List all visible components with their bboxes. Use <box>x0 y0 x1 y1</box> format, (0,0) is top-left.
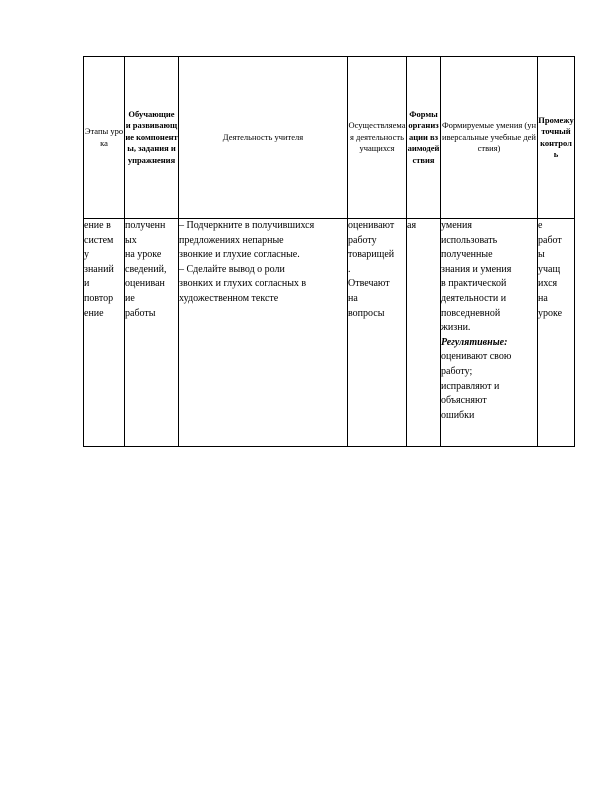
cell-control <box>538 219 575 447</box>
cell-line: жизни. <box>441 322 471 334</box>
cell-line: – Сделайте вывод о роли <box>179 263 285 275</box>
cell-line: ых <box>125 234 137 246</box>
cell-line: в практической <box>441 278 507 290</box>
cell-teacher-activity <box>179 219 348 447</box>
cell-line: звонких и глухих согласных в <box>179 278 307 290</box>
cell-stage <box>84 219 125 447</box>
cell-line: ение в <box>84 220 111 231</box>
cell-interaction-forms <box>407 219 441 447</box>
cell-line: предложениях непарные <box>179 234 284 246</box>
cell-line: ихся <box>538 278 558 290</box>
cell-line: ие <box>125 292 135 304</box>
header-stages: Этапы урока <box>84 57 125 219</box>
cell-line: знаний <box>84 263 114 275</box>
header-components: Обучающие и развивающие компоненты, задания и упражнения <box>125 57 179 219</box>
cell-line: ошибки <box>441 409 475 421</box>
header-teacher-activity: Деятельность учителя <box>179 57 348 219</box>
cell-line: и <box>84 278 90 290</box>
header-control: Промежуточный контроль <box>538 57 575 219</box>
cell-components <box>125 219 179 447</box>
cell-skills <box>441 219 538 447</box>
cell-line: Отвечают <box>348 278 390 290</box>
cell-line: товарищей <box>348 249 395 261</box>
cell-line: систем <box>84 234 114 246</box>
cell-line: на <box>538 292 548 304</box>
cell-line: оценивают <box>348 220 395 231</box>
cell-line: ы <box>538 249 545 261</box>
cell-line: на <box>348 292 358 304</box>
cell-line: объясняют <box>441 395 487 407</box>
cell-line: вопросы <box>348 307 385 319</box>
cell-line: повтор <box>84 292 114 304</box>
cell-line: исправляют и <box>441 380 500 392</box>
cell-line: художественном тексте <box>179 292 279 304</box>
cell-line: использовать <box>441 234 498 246</box>
cell-line: умения <box>441 220 472 231</box>
cell-line: повседневной <box>441 307 501 319</box>
cell-line: ение <box>84 307 104 319</box>
cell-line: работу; <box>441 365 473 377</box>
cell-line: ая <box>407 220 417 231</box>
cell-line: оценивают свою <box>441 351 512 363</box>
cell-line: полученные <box>441 249 493 261</box>
cell-line: полученн <box>125 220 166 231</box>
cell-line: знания и умения <box>441 263 512 275</box>
cell-line: звонкие и глухие согласные. <box>179 249 300 261</box>
header-interaction-forms: Формы организации взаимодействия <box>407 57 441 219</box>
regulatory-label: Регулятивные: <box>441 336 508 348</box>
cell-line: работ <box>538 234 562 246</box>
cell-line: у <box>84 249 89 261</box>
cell-line: . <box>348 263 351 275</box>
cell-student-activity <box>348 219 407 447</box>
cell-line: уроке <box>538 307 563 319</box>
cell-line: е <box>538 220 543 231</box>
cell-line: учащ <box>538 263 561 275</box>
lesson-table <box>83 56 575 447</box>
cell-line: деятельности и <box>441 292 507 304</box>
table-row <box>84 219 575 447</box>
cell-line: – Подчеркните в получившихся <box>179 220 315 231</box>
cell-line: работу <box>348 234 377 246</box>
header-skills: Формируемые умения (универсальные учебные действия) <box>441 57 538 219</box>
cell-line: оцениван <box>125 278 165 290</box>
cell-line: работы <box>125 307 156 319</box>
header-row <box>84 57 575 219</box>
cell-line: сведений, <box>125 263 167 275</box>
header-student-activity: Осуществляемая деятельность учащихся <box>348 57 407 219</box>
cell-line: на уроке <box>125 249 162 261</box>
